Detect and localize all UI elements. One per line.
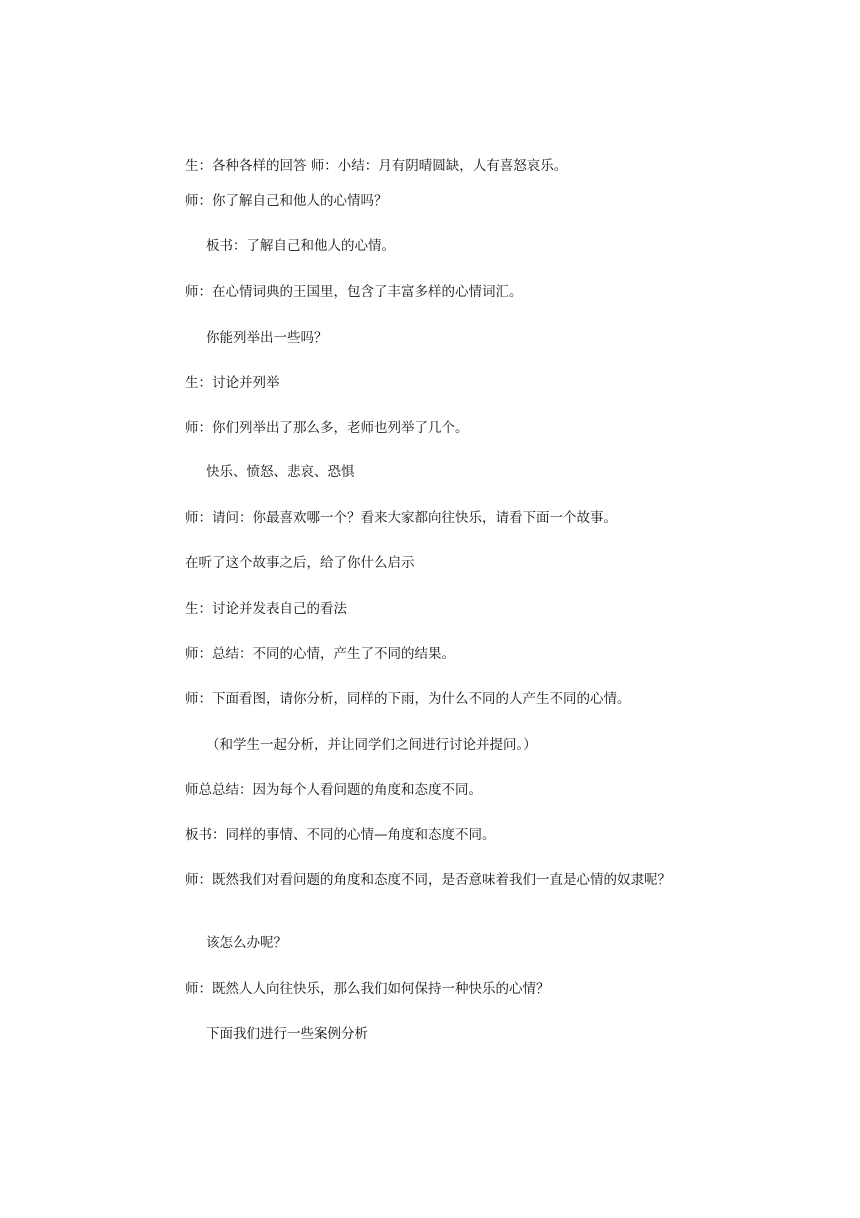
paragraph-line: 师：你们列举出了那么多，老师也列举了几个。 <box>185 420 469 436</box>
paragraph-line: 在听了这个故事之后，给了你什么启示 <box>185 555 415 571</box>
paragraph-line: 板书：了解自己和他人的心情。 <box>206 238 395 254</box>
paragraph-line: 师：在心情词典的王国里，包含了丰富多样的心情词汇。 <box>185 284 523 300</box>
paragraph-line: 师：请问：你最喜欢哪一个？看来大家都向往快乐，请看下面一个故事。 <box>185 510 617 526</box>
paragraph-line: 生：各种各样的回答 师：小结：月有阴晴圆缺，人有喜怒哀乐。 <box>185 158 568 174</box>
paragraph-line: 下面我们进行一些案例分析 <box>206 1026 368 1042</box>
paragraph-line: 你能列举出一些吗？ <box>206 330 328 346</box>
paragraph-line: 师：总结：不同的心情，产生了不同的结果。 <box>185 646 455 662</box>
paragraph-line: 板书：同样的事情、不同的心情—角度和态度不同。 <box>185 827 496 843</box>
paragraph-line: 师总总结：因为每个人看问题的角度和态度不同。 <box>185 782 482 798</box>
paragraph-line: 师：你了解自己和他人的心情吗？ <box>185 193 388 209</box>
paragraph-line: 生：讨论并发表自己的看法 <box>185 601 347 617</box>
paragraph-line: 师：下面看图，请你分析，同样的下雨，为什么不同的人产生不同的心情。 <box>185 691 631 707</box>
paragraph-line: 师：既然我们对看问题的角度和态度不同，是否意味着我们一直是心情的奴隶呢？ <box>185 872 671 888</box>
paragraph-line: 快乐、愤怒、悲哀、恐惧 <box>206 464 355 480</box>
paragraph-line: （和学生一起分析，并让同学们之间进行讨论并提问。） <box>206 737 537 753</box>
paragraph-line: 师：既然人人向往快乐，那么我们如何保持一种快乐的心情？ <box>185 981 550 997</box>
paragraph-line: 生：讨论并列举 <box>185 375 280 391</box>
paragraph-line: 该怎么办呢？ <box>206 935 287 951</box>
